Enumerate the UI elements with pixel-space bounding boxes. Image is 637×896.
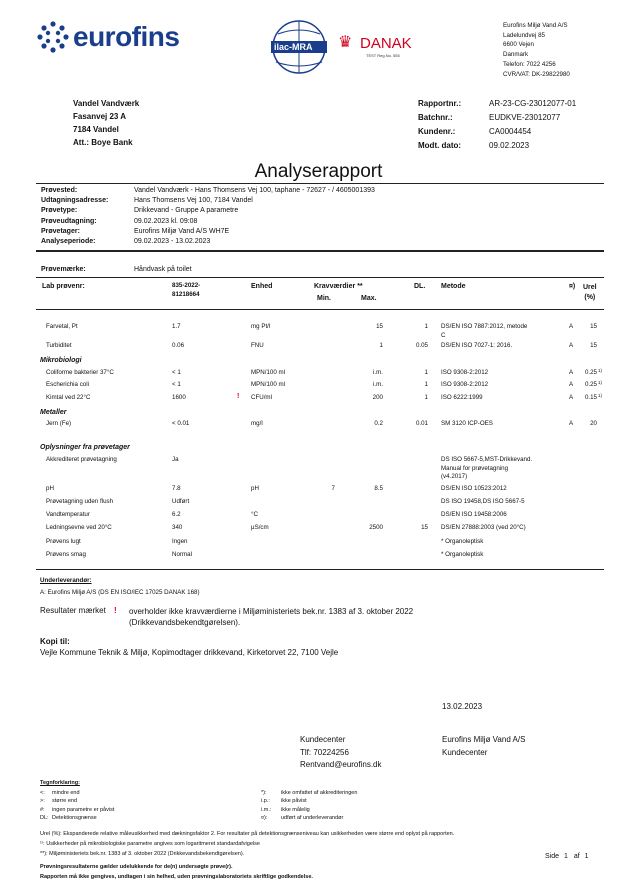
cell-method: DS/EN 27888:2003 (ved 20°C)	[441, 524, 526, 531]
cell-max: i.m.	[373, 369, 383, 376]
cell-max: 15	[376, 323, 383, 330]
danak-logo	[338, 32, 428, 62]
recipient-line: Att.: Boye Bank	[73, 138, 133, 147]
cell-name: Farvetal, Pt	[46, 323, 78, 330]
legend-meaning: ikke påvist	[281, 798, 307, 805]
col-acc: ¤)	[569, 283, 576, 290]
cell-acc: A	[569, 369, 574, 376]
results-text: overholder ikke kravværdierne i Miljøministeriets bek.nr. 1383 af 3. oktober 2022 (Drikkevandsbekendtgørelsen).	[129, 607, 414, 627]
copy-text: Vejle Kommune Teknik & Miljø, Kopimodtager drikkevand, Kirketorvet 22, 7100 Vejle	[40, 648, 339, 657]
cell-value: 340	[172, 524, 183, 531]
cell-acc: A	[569, 323, 574, 330]
sample-info-label: Udtagningsadresse:	[41, 197, 109, 205]
cell-unit: mg/l	[251, 420, 263, 427]
section-heading: Oplysninger fra prøvetager	[40, 444, 130, 451]
table-header	[0, 281, 637, 307]
footer-disclaimer	[40, 862, 313, 882]
note-line: **): Miljøministeriets bek.nr. 1383 af 3. oktober 2022 (Drikkevandsbekendtgørelsen).	[40, 851, 245, 857]
sample-info-label: Prøvetype:	[41, 207, 78, 215]
cell-method: DS ISO 19458,DS ISO 5667-5	[441, 498, 525, 505]
note-line: Urel (%): Ekspanderede relative måleusikkerhed med dækningsfaktor 2. For resultater på detektionsgrænseniveau kan usikkerheden være større end oplyst på rapporten.	[40, 831, 455, 837]
eurofins-logo	[36, 20, 186, 56]
suppliers-title: Underleverandør:	[40, 577, 92, 584]
cell-dl: 1	[424, 369, 428, 376]
uncertainty-footnote: 1)	[598, 393, 603, 398]
cell-method: SM 3120 ICP-OES	[441, 420, 493, 427]
cell-method: DS/EN ISO 10523:2012	[441, 485, 507, 492]
col-method: Metode	[441, 283, 466, 290]
report-info-label: Batchnr.:	[418, 113, 453, 122]
legend-symbol: *):	[261, 790, 267, 796]
sample-mark	[41, 266, 192, 273]
legend-symbol: DL:	[40, 815, 49, 822]
sample-info-label: Prøvetager:	[41, 227, 80, 235]
report-info-label: Kundenr.:	[418, 127, 456, 136]
cell-name: Jern (Fe)	[46, 420, 72, 427]
cell-dl: 0.05	[415, 342, 428, 349]
cell-value: 7.8	[172, 485, 181, 492]
cell-value: < 1	[172, 381, 181, 388]
logo-text: eurofins	[73, 21, 180, 52]
company-line: Ladelundvej 85	[503, 31, 545, 39]
cell-dl: 15	[421, 524, 428, 531]
col-req: Kravværdier **	[314, 283, 363, 290]
uncertainty-footnote: 1)	[598, 368, 603, 373]
cell-value: Normal	[172, 551, 192, 558]
sample-info-label: Prøveudtagning:	[41, 217, 97, 225]
ilac-text: ilac-MRA	[274, 42, 313, 52]
signature-line: Kundecenter	[442, 747, 488, 757]
report-info-value: EUDKVE-23012077	[489, 113, 561, 122]
recipient-line: Vandel Vandværk	[73, 99, 140, 108]
sample-info-value: Vandel Vandværk - Hans Thomsens Vej 100, taphane - 72627 - / 4605001393	[134, 187, 375, 194]
cell-max: i.m.	[373, 381, 383, 388]
sample-info-label: Analyseperiode:	[41, 238, 96, 246]
cell-acc: A	[569, 342, 574, 349]
recipient-address	[73, 97, 139, 149]
cell-method: ISO 9308-2:2012	[441, 369, 489, 376]
danak-reg: TEST Reg.No. 555	[366, 53, 400, 58]
cell-method: DS ISO 5667-5,MST-Drikkevand. Manual for prøvetagning (v4.2017)	[441, 456, 533, 480]
cell-max: 200	[372, 394, 383, 401]
col-max: Max.	[361, 295, 377, 302]
results-label: Resultater mærket	[40, 606, 106, 615]
cell-unit: MPN/100 ml	[251, 381, 286, 388]
cell-name: Coliforme bakterier 37°C	[46, 369, 114, 376]
cell-value: Udført	[172, 498, 190, 505]
sample-info-label: Prøvested:	[41, 187, 78, 194]
divider	[36, 277, 604, 278]
cell-method: * Organoleptisk	[441, 538, 484, 545]
cell-name: Prøvens smag	[46, 551, 86, 558]
cell-name: Vandtemperatur	[46, 511, 90, 518]
report-info-label: Modt. dato:	[418, 141, 462, 150]
cell-unit: µS/cm	[251, 524, 269, 531]
company-address	[503, 21, 570, 79]
signature	[442, 734, 525, 759]
cell-unit: °C	[251, 511, 258, 518]
danak-text: DANAK	[360, 35, 412, 52]
cell-unit: FNU	[251, 342, 264, 349]
cell-method: DS/EN ISO 19458:2006	[441, 511, 507, 518]
cell-method: * Organoleptisk	[441, 551, 484, 558]
eurofins-logo-icon	[36, 20, 70, 54]
customer-email[interactable]: Rentvand@eurofins.dk	[300, 760, 382, 769]
col-lab: Lab prøvenr:	[42, 283, 85, 290]
legend-symbol: ¤):	[261, 815, 268, 822]
signature-line: Eurofins Miljø Vand A/S	[442, 735, 526, 744]
col-min: Min.	[317, 295, 331, 302]
report-info-value: CA0004454	[489, 127, 532, 136]
report-title: Analyserapport	[254, 161, 383, 182]
col-dl: DL.	[414, 283, 426, 290]
cell-dl: 0.01	[415, 420, 428, 427]
sample-info-value: Drikkevand - Gruppe A parametre	[134, 207, 239, 215]
customer-line: Kundecenter	[300, 735, 346, 744]
company-line: CVR/VAT: DK-29822980	[503, 70, 570, 78]
section-heading: Metaller	[40, 409, 67, 416]
cell-dl: 1	[424, 323, 428, 330]
company-line: Danmark	[503, 51, 529, 59]
uncertainty-footnote: 1)	[598, 380, 603, 385]
cell-value: 1.7	[172, 323, 181, 330]
cell-value: Ja	[172, 456, 179, 463]
sample-info	[41, 186, 375, 247]
cell-name: Prøvens lugt	[46, 538, 81, 545]
cell-dl: 1	[424, 394, 428, 401]
divider	[36, 183, 604, 184]
cell-max: 0.2	[374, 420, 383, 427]
cell-name: Akkrediteret prøvetagning	[46, 456, 117, 463]
cell-max: 1	[379, 342, 383, 349]
page-number	[545, 853, 589, 860]
legend-meaning: ikke målelig	[281, 806, 310, 813]
legend-title: Tegnforklaring:	[40, 780, 80, 786]
disclaimer-line: Prøvningsresultaterne gælder udelukkende for de(n) undersøgte prøve(r).	[40, 864, 233, 870]
company-line: 6600 Vejen	[503, 41, 534, 49]
ilac-mra-logo	[268, 18, 330, 76]
legend-meaning: ingen parametre er påvist	[52, 806, 115, 813]
note-line: ¹⁾: Usikkerheder på mikrobiologiske parametre angives som logaritmeret standardafvigelse	[40, 841, 260, 847]
cell-urel: 20	[590, 420, 597, 427]
legend-meaning: mindre end	[52, 790, 80, 796]
legend-symbol: #:	[40, 806, 45, 813]
col-unit: Enhed	[251, 283, 273, 290]
cell-urel: 15	[590, 342, 597, 349]
company-line: Eurofins Miljø Vand A/S	[503, 22, 568, 29]
cell-dl: 1	[424, 381, 428, 388]
cell-unit: pH	[251, 485, 259, 492]
col-lab-no: 835-2022- 81218664	[172, 282, 201, 298]
cell-value: 0.06	[172, 342, 185, 349]
cell-urel: 0.25	[584, 369, 597, 376]
report-info	[418, 97, 576, 153]
page-of: af	[573, 853, 580, 860]
legend-right	[261, 789, 357, 823]
sample-info-value: 09.02.2023 kl. 09:08	[134, 217, 198, 225]
legend-meaning: Detektionsgrænse	[52, 815, 97, 822]
report-date: 13.02.2023	[442, 702, 483, 711]
cell-name: Ledningsevne ved 20°C	[46, 524, 112, 531]
cell-min: 7	[331, 485, 335, 492]
cell-method: ISO 6222:1999	[441, 394, 483, 401]
report-info-label: Rapportnr.:	[418, 99, 462, 108]
mark-label: Prøvemærke:	[41, 266, 86, 273]
cell-name: Kimtal ved 22°C	[46, 394, 91, 401]
divider	[36, 309, 604, 310]
cell-acc: A	[569, 381, 574, 388]
cell-unit: mg Pt/l	[251, 323, 271, 330]
company-line: Telefon: 7022 4256	[503, 60, 556, 68]
cell-max: 2500	[369, 524, 383, 531]
cell-name: Escherichia coli	[46, 381, 89, 388]
page-total: 1	[584, 853, 589, 860]
copy-title: Kopi til:	[40, 637, 70, 646]
disclaimer-line: Rapporten må ikke gengives, undtagen i sin helhed, uden prøvningslaboratoriets skriftlige godkendelse.	[40, 874, 313, 880]
cell-method: DS/EN ISO 7887:2012, metode C	[441, 323, 528, 339]
recipient-line: Fasanvej 23 A	[73, 112, 127, 121]
divider	[36, 250, 604, 252]
customer-line: Tlf: 70224256	[300, 747, 349, 757]
sample-info-value: 09.02.2023 - 13.02.2023	[134, 238, 211, 246]
legend-symbol: <:	[40, 790, 45, 796]
cell-acc: A	[569, 420, 574, 427]
cell-name: Prøvetagning uden flush	[46, 498, 114, 505]
cell-unit: MPN/100 ml	[251, 369, 286, 376]
section-heading: Mikrobiologi	[40, 357, 82, 364]
cell-unit: CFU/ml	[251, 394, 272, 401]
customer-center	[300, 734, 382, 772]
col-urel: Urel (%)	[583, 284, 597, 301]
notes	[40, 829, 600, 859]
cell-value: 6.2	[172, 511, 181, 518]
cell-urel: 0.15	[584, 394, 597, 401]
cell-method: DS/EN ISO 7027-1: 2016.	[441, 342, 513, 349]
cell-max: 8.5	[374, 485, 383, 492]
cell-value: 1600	[172, 394, 186, 401]
legend-meaning: større end	[52, 798, 78, 805]
cell-method: ISO 9308-2:2012	[441, 381, 489, 388]
cell-value: < 0.01	[172, 420, 190, 427]
legend-symbol: >:	[40, 798, 45, 805]
cell-value: Ingen	[172, 538, 188, 545]
results-remark	[40, 606, 117, 615]
legend-symbol: i.p.:	[261, 798, 270, 805]
legend-meaning: ikke omfattet af akkrediteringen	[281, 790, 358, 796]
exceedance-flag-icon: !	[237, 393, 240, 400]
sample-info-value: Eurofins Miljø Vand A/S WH7E	[134, 227, 230, 235]
cell-name: pH	[46, 485, 54, 492]
cell-urel: 15	[590, 323, 597, 330]
mark-value: Håndvask på toilet	[134, 266, 192, 273]
report-info-value: 09.02.2023	[489, 141, 530, 150]
suppliers-text: A: Eurofins Miljø A/S (DS EN ISO/IEC 17025 DANAK 168)	[40, 589, 200, 596]
legend-meaning: udført af underleverandør	[281, 815, 344, 822]
legend-symbol: i.m.:	[261, 806, 272, 813]
cell-name: Turbiditet	[46, 342, 72, 349]
recipient-line: 7184 Vandel	[73, 125, 119, 134]
flag-icon: !	[114, 606, 117, 615]
crown-icon: ♛	[338, 34, 353, 51]
page-num: 1	[563, 853, 568, 860]
page-label: Side	[545, 853, 560, 860]
cell-value: < 1	[172, 369, 181, 376]
divider	[36, 569, 604, 570]
cell-acc: A	[569, 394, 574, 401]
sample-info-value: Hans Thomsens Vej 100, 7184 Vandel	[134, 197, 253, 205]
legend-left	[40, 789, 114, 823]
cell-urel: 0.25	[584, 381, 597, 388]
report-info-value: AR-23-CG-23012077-01	[489, 99, 577, 108]
